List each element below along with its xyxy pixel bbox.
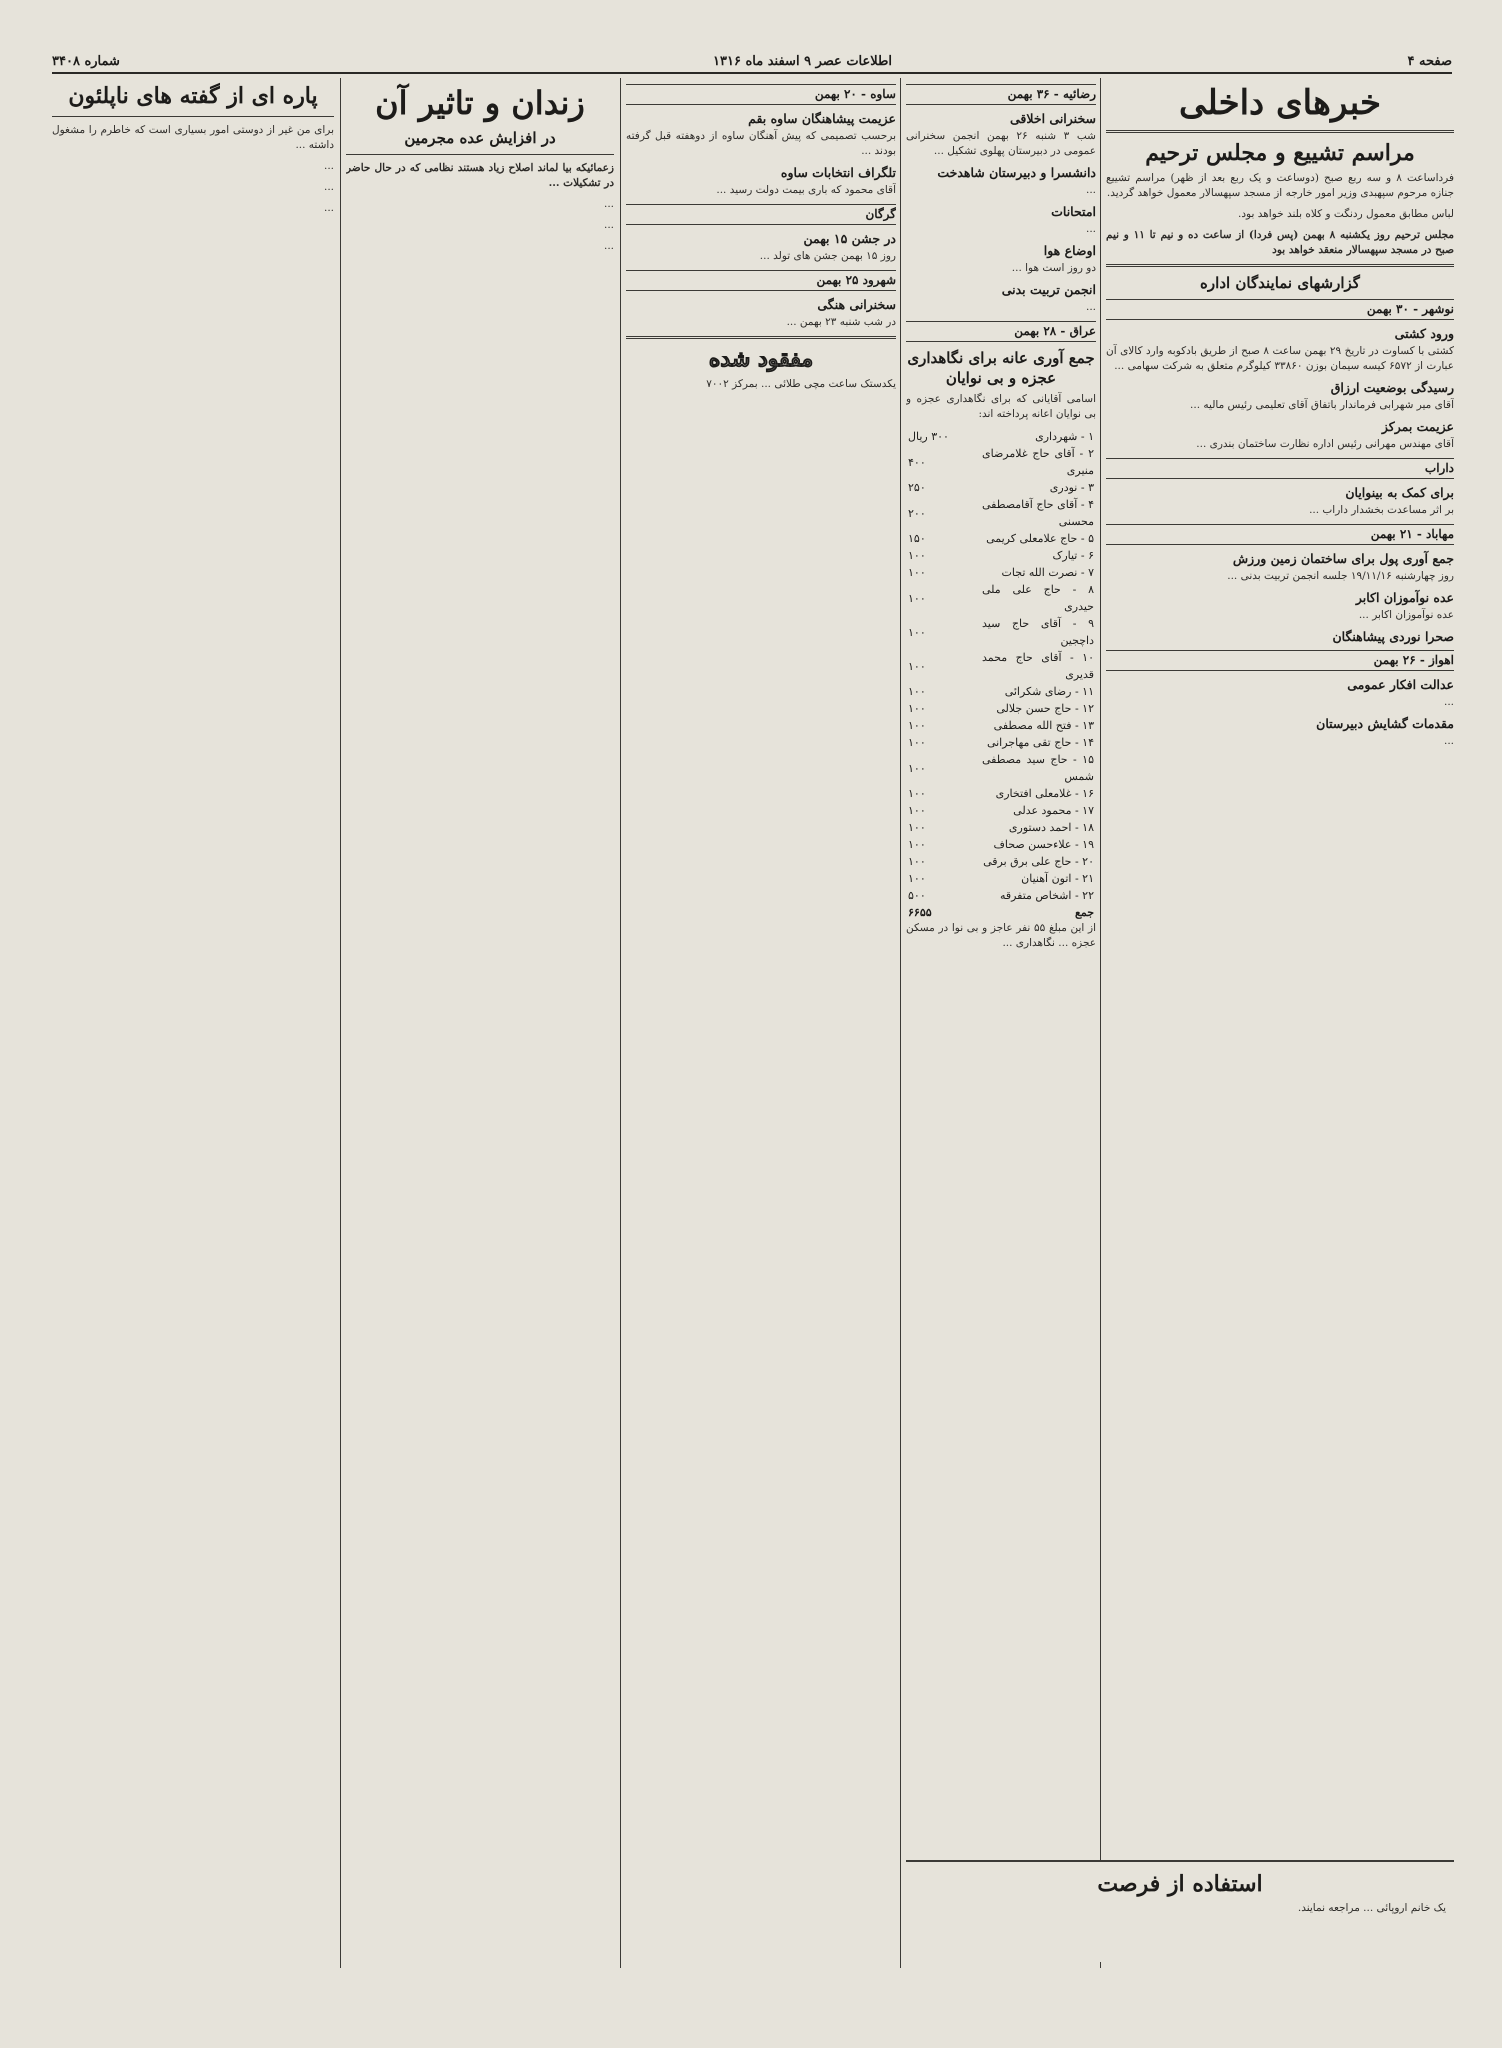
donor-name: ۱۱ - رضای شکرائی (1004, 685, 1094, 698)
donor-name: ۱۸ - احمد دستوری (1008, 821, 1094, 834)
donor-amount: ۱۰۰ (908, 566, 926, 579)
table-row (906, 615, 1096, 649)
dateline: مهاباد - ۲۱ بهمن (1106, 524, 1454, 545)
headline: مراسم تشییع و مجلس ترحیم (1145, 140, 1415, 166)
article-text: اسامی آقایانی که برای نگاهداری عجزه و بی نوایان اعانه پرداخته اند: (906, 393, 1096, 420)
article-text: روز چهارشنبه ۱۹/۱۱/۱۶ جلسه انجمن تربیت بدنی ... (1227, 570, 1454, 582)
table-row (906, 785, 1096, 802)
column-napoleon (52, 78, 334, 1968)
article-text: ... (1085, 184, 1096, 196)
table-row (906, 819, 1096, 836)
table-row (906, 853, 1096, 870)
subheading: عدالت افکار عمومی (1347, 677, 1454, 692)
article-text: ... (603, 219, 614, 231)
section-title: خبرهای داخلی (1179, 83, 1381, 123)
donor-name: ۱۹ - علاءحسن صحاف (993, 838, 1094, 851)
donor-amount: ۱۰۰ (908, 821, 926, 834)
dateline: ساوه - ۲۰ بهمن (626, 84, 896, 105)
donor-amount: ۱۰۰ (908, 787, 926, 800)
dateline: گرگان (626, 204, 896, 225)
article-text: ... (603, 198, 614, 210)
donor-amount: ۱۰۰ (908, 872, 926, 885)
article-text: فرداساعت ۸ و سه ربع صبح (دوساعت و یک ربع بعد از ظهر) مراسم تشییع جنازه مرحوم سپهبدی وزیر امور خارجه از مسجد سپهسالار معمول خواهد گردید. (1106, 172, 1454, 199)
subheading: برای کمک به بینوایان (1345, 485, 1454, 500)
subheading: اوضاع هوا (1043, 243, 1096, 258)
dateline: رضائیه - ۳۶ بهمن (906, 84, 1096, 105)
donor-name: ۱۲ - حاج حسن جلالی (996, 702, 1094, 715)
table-row (906, 683, 1096, 700)
column-internal-news (1106, 78, 1454, 1968)
subtitle: در افزایش عده مجرمین (404, 129, 556, 147)
donor-name: ۹ - آقای حاج سید داچجین (982, 617, 1094, 647)
dateline: شهرود ۲۵ بهمن (626, 270, 896, 291)
donor-amount: ۱۰۰ (908, 719, 926, 732)
article-text: یکدستک ساعت مچی طلائی ... بمرکز ۷۰۰۲ (706, 378, 896, 390)
table-row (906, 751, 1096, 785)
article-text: کشتی با کساوت در تاریخ ۲۹ بهمن ساعت ۸ صبح از طریق بادکوبه وارد کالای آن عبارت از ۶۵۷۲ کیسه سیمان بوزن ۳۳۸۶۰ کیلوگرم متعلق به شرکت سهامی ... (1106, 345, 1454, 372)
table-row (906, 564, 1096, 581)
donor-name: ۱۷ - محمود عدلی (1013, 804, 1094, 817)
article-text: برای من غیر از دوستی امور بسیاری است که خاطرم را مشغول داشته ... (52, 124, 334, 151)
subheading: سخنرانی هنگی (817, 297, 896, 312)
donor-amount: ۲۰۰ (908, 506, 926, 520)
table-row (906, 836, 1096, 853)
donor-name: ۲۰ - حاج علی برق برقی (983, 855, 1094, 868)
donor-name: ۵ - حاج علامعلی کریمی (986, 532, 1094, 545)
article-text: ... (603, 240, 614, 252)
date-line: اطلاعات عصر ۹ اسفند ماه ۱۳۱۶ (713, 54, 892, 69)
article-text: ... (323, 160, 334, 172)
table-row (906, 530, 1096, 547)
subheading: مقدمات گشایش دبیرستان (1316, 716, 1454, 731)
column-rule (620, 78, 621, 1968)
divider (52, 116, 334, 117)
article-text: دو روز است هوا ... (1011, 262, 1096, 274)
headline: جمع آوری عانه برای نگاهداری عجزه و بی نوایان (907, 349, 1095, 387)
article-text: عده نوآموزان اکابر ... (1358, 609, 1454, 621)
subheading: تلگراف انتخابات ساوه (780, 165, 896, 180)
donor-amount: ۱۰۰ (908, 685, 926, 698)
donor-name: ۱۵ - حاج سید مصطفی شمس (982, 753, 1094, 783)
dateline: نوشهر - ۳۰ بهمن (1106, 299, 1454, 320)
donor-amount: ۵۰۰ (908, 889, 926, 902)
subheading: صحرا نوردی پیشاهنگان (1332, 629, 1454, 644)
dateline: عراق - ۲۸ بهمن (906, 321, 1096, 342)
donor-name: ۳ - نودری (1049, 481, 1094, 494)
article-text: ... (1443, 696, 1454, 708)
donor-amount: ۲۵۰ (908, 481, 926, 494)
donor-name: ۱ - شهرداری (1035, 430, 1094, 443)
table-row (906, 802, 1096, 819)
subheading: در جشن ۱۵ بهمن (803, 231, 896, 246)
column-rule (1100, 78, 1101, 1968)
dateline: داراب (1106, 458, 1454, 479)
divider (346, 154, 614, 155)
donor-amount: ۱۰۰ (908, 659, 926, 673)
table-row (906, 887, 1096, 904)
article-text: بر اثر مساعدت بخشدار داراب ... (1309, 504, 1454, 516)
subheading: عزیمت پیشاهنگان ساوه بقم (748, 111, 896, 126)
lost-notice-title: مفقود شده (708, 346, 814, 372)
total-label: جمع (1074, 906, 1094, 919)
donor-amount: ۱۰۰ (908, 761, 926, 775)
article-text: در شب شنبه ۲۳ بهمن ... (786, 316, 896, 328)
article-text: برحسب تصمیمی که پیش آهنگان ساوه از دوهفته قبل گرفته بودند ... (626, 130, 896, 157)
donor-name: ۲۱ - اتون آهنیان (1021, 872, 1094, 885)
table-row (906, 649, 1096, 683)
table-row (906, 428, 1096, 445)
table-row (906, 581, 1096, 615)
total-row (906, 904, 1096, 921)
table-row (906, 547, 1096, 564)
donor-name: ۱۰ - آقای حاج محمد قدیری (982, 651, 1094, 681)
subheading: رسیدگی بوضعیت ارزاق (1330, 380, 1454, 395)
article-text: ... (1085, 301, 1096, 313)
article-text: ... (323, 181, 334, 193)
headline: گزارشهای نمایندگان اداره (1200, 274, 1360, 292)
donor-name: ۷ - نصرت الله تجات (1001, 566, 1094, 579)
donor-amount: ۱۰۰ (908, 702, 926, 715)
column-events (906, 78, 1096, 1858)
subheading: سخنرانی اخلاقی (1010, 111, 1096, 126)
subheading: جمع آوری پول برای ساختمان زمین ورزش (1232, 551, 1454, 566)
donor-name: ۲ - آقای حاج غلامرضای منیری (982, 447, 1094, 477)
subheading: عزیمت بمرکز (1381, 419, 1454, 434)
donor-amount: ۱۰۰ (908, 804, 926, 817)
ad-title: استفاده از فرصت (1097, 1871, 1263, 1897)
table-row (906, 700, 1096, 717)
subheading: امتحانات (1051, 204, 1096, 219)
article-text: از این مبلغ ۵۵ نفر عاجز و بی نوا در مسکن عجزه ... نگاهداری ... (906, 922, 1096, 949)
table-row (906, 496, 1096, 530)
article-text: زعمائیکه بیا لماند اصلاح زیاد هستند نظامی که در حال حاضر در تشکیلات ... (346, 162, 614, 189)
article-text: ... (323, 202, 334, 214)
divider (1106, 130, 1454, 133)
donor-amount: ۴۰۰ (908, 455, 926, 469)
donor-amount: ۱۰۰ (908, 736, 926, 749)
subheading: دانشسرا و دبیرستان شاهدخت (937, 165, 1096, 180)
donor-amount: ۳۰۰ ریال (908, 430, 949, 443)
column-saveh (626, 78, 896, 1968)
divider (626, 336, 896, 339)
donor-name: ۶ - تیارک (1052, 549, 1094, 562)
table-row (906, 870, 1096, 887)
table-row (906, 717, 1096, 734)
donor-amount: ۱۰۰ (908, 855, 926, 868)
article-text: لباس مطابق معمول ردنگت و کلاه بلند خواهد بود. (1238, 208, 1454, 220)
section-title: زندان و تاثیر آن (375, 84, 585, 122)
article-text: مجلس ترحیم روز یکشنبه ۸ بهمن (پس فردا) از ساعت ده و نیم تا ۱۱ و نیم صبح در مسجد سپهسالار منعقد خواهد بود (1106, 229, 1454, 256)
donor-name: ۲۲ - اشخاص متفرقه (999, 889, 1094, 902)
donor-name: ۱۶ - غلامعلی افتخاری (995, 787, 1094, 800)
table-row (906, 479, 1096, 496)
subheading: ورود کشتی (1394, 326, 1454, 341)
page-number: صفحه ۴ (1407, 54, 1452, 69)
subheading: عده نوآموزان اکابر (1355, 590, 1454, 605)
article-text: شب ۳ شنبه ۲۶ بهمن انجمن سخنرانی عمومی در دبیرستان پهلوی تشکیل ... (906, 130, 1096, 157)
table-row (906, 734, 1096, 751)
donor-amount: ۱۰۰ (908, 838, 926, 851)
donor-amount: ۱۰۰ (908, 625, 926, 639)
column-rule (340, 78, 341, 1968)
issue-number: شماره ۳۴۰۸ (52, 54, 120, 69)
table-row (906, 445, 1096, 479)
total-amount: ۶۶۵۵ (908, 906, 932, 919)
article-text: آقای محمود که باری بیمت دولت رسید ... (716, 184, 896, 196)
section-title: پاره ای از گفته های ناپلئون (68, 83, 318, 109)
article-text: روز ۱۵ بهمن جشن های تولد ... (759, 250, 896, 262)
divider (1106, 264, 1454, 267)
article-text: آقای میر شهرابی فرماندار باتفاق آقای تعلیمی رئیس مالیه ... (1190, 399, 1454, 411)
ad-box (906, 1860, 1454, 1962)
donor-name: ۴ - آقای حاج آقامصطفی محسنی (981, 498, 1094, 528)
dateline: اهواز - ۲۶ بهمن (1106, 650, 1454, 671)
donor-name: ۱۴ - حاج تقی مهاجرانی (986, 736, 1094, 749)
column-rule (900, 78, 901, 1968)
donor-name: ۱۳ - فتح الله مصطفی (993, 719, 1094, 732)
donor-amount: ۱۰۰ (908, 549, 926, 562)
donor-name: ۸ - حاج علی ملی حیدری (982, 583, 1094, 613)
article-text: ... (1085, 223, 1096, 235)
masthead (52, 54, 1452, 74)
subheading: انجمن تربیت بدنی (1001, 282, 1096, 297)
article-text: آقای مهندس مهرانی رئیس اداره نظارت ساختمان بندری ... (1196, 438, 1454, 450)
column-prison (346, 78, 614, 1968)
donor-amount: ۱۵۰ (908, 532, 926, 545)
donor-amount: ۱۰۰ (908, 591, 926, 605)
ad-text: یک خانم اروپائی ... مراجعه نمایند. (1297, 1902, 1446, 1914)
article-text: ... (1443, 735, 1454, 747)
donor-table (906, 428, 1096, 921)
